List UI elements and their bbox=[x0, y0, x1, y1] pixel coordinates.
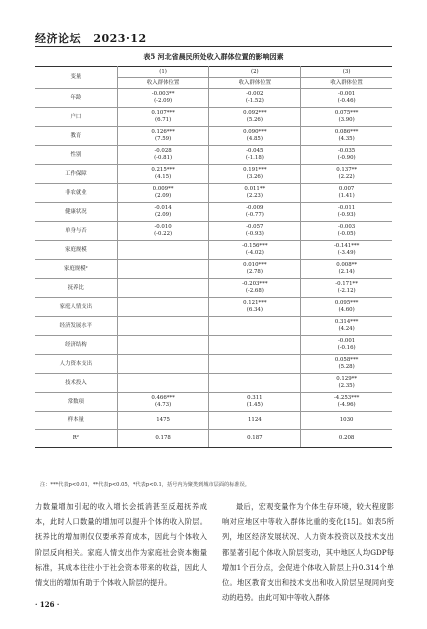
coefficient: -0.014 bbox=[154, 205, 172, 211]
t-statistic: (4.60) bbox=[338, 307, 355, 313]
t-statistic: (-0.16) bbox=[337, 345, 356, 351]
t-statistic: (1.41) bbox=[338, 193, 355, 199]
coefficient-cell bbox=[301, 203, 392, 222]
table-row bbox=[35, 222, 392, 241]
row-label: 抚养比 bbox=[35, 279, 117, 298]
t-statistic: (3.90) bbox=[338, 117, 355, 123]
coefficient: -0.001 bbox=[337, 338, 356, 344]
t-statistic: (2.09) bbox=[154, 193, 172, 199]
coefficient: 0.009** bbox=[152, 186, 174, 192]
coefficient: 0.466*** bbox=[151, 395, 175, 401]
coefficient-cell bbox=[209, 89, 301, 108]
t-statistic: (-0.77) bbox=[245, 212, 264, 218]
row-label: 技术投入 bbox=[35, 374, 117, 393]
stat-cell: 0.178 bbox=[117, 430, 209, 448]
coefficient: -0.009 bbox=[246, 205, 264, 211]
t-statistic: (-4.96) bbox=[337, 402, 356, 408]
coefficient-cell bbox=[117, 89, 209, 108]
coefficient-cell bbox=[117, 355, 209, 374]
coefficient-cell bbox=[117, 165, 209, 184]
coefficient: -0.203*** bbox=[242, 281, 268, 287]
coefficient-cell bbox=[117, 317, 209, 336]
row-label: 单身与否 bbox=[35, 222, 117, 241]
coefficient-cell bbox=[209, 336, 301, 355]
table-title: 表5 河北省晨民所处收入群体位置的影响因素 bbox=[143, 52, 284, 61]
coefficient-cell bbox=[209, 165, 301, 184]
coefficient: 0.011** bbox=[244, 186, 266, 192]
t-statistic: (-0.81) bbox=[154, 155, 173, 161]
row-label: 年龄 bbox=[35, 89, 117, 108]
t-statistic: (6.71) bbox=[154, 117, 172, 123]
t-statistic: (-2.12) bbox=[337, 288, 356, 294]
coefficient-cell bbox=[209, 108, 301, 127]
row-label: 经济发展水平 bbox=[35, 317, 117, 336]
t-statistic: (2.14) bbox=[338, 269, 355, 275]
coefficient-cell bbox=[209, 222, 301, 241]
stat-cell: 1030 bbox=[301, 412, 392, 430]
coefficient: -0.011 bbox=[337, 205, 356, 211]
t-statistic: (2.78) bbox=[246, 269, 263, 275]
stat-cell: 0.187 bbox=[209, 430, 301, 448]
t-statistic: (-0.93) bbox=[245, 231, 264, 237]
coefficient-cell bbox=[301, 184, 392, 203]
t-statistic: (2.35) bbox=[338, 383, 355, 389]
coefficient: -0.141*** bbox=[333, 243, 360, 249]
coefficient: -0.010 bbox=[154, 224, 172, 230]
t-statistic: (-0.05) bbox=[337, 231, 356, 237]
coefficient: 0.008** bbox=[336, 262, 358, 268]
t-statistic: (2.09) bbox=[154, 212, 172, 218]
t-statistic: (4.15) bbox=[154, 174, 172, 180]
coefficient-cell bbox=[117, 203, 209, 222]
row-label: 常数项 bbox=[35, 393, 117, 412]
table-row bbox=[35, 336, 392, 355]
header-rule bbox=[35, 46, 392, 47]
coefficient: 0.058*** bbox=[334, 357, 359, 363]
coefficient-cell bbox=[301, 241, 392, 260]
table-row bbox=[35, 184, 392, 203]
coefficient: 0.121*** bbox=[243, 300, 267, 306]
coefficient: 0.107*** bbox=[151, 110, 175, 116]
row-label: 健康状况 bbox=[35, 203, 117, 222]
body-text-left: 力数量增加引起的收入增长会抵消甚至反超抚养成本，此时人口数量的增加可以提升个体的收入阶层。抚养比的增加则仅仅要承养育成本，因此与个体收入阶层反向相关。家庭人情支出作为家庭社会资本衡量标准，其成本往往小于社会资本带来的收益，因此人情支出的增加有助于个体收入阶层的提升。 bbox=[35, 502, 207, 588]
table-row bbox=[35, 108, 392, 127]
t-statistic: (5.26) bbox=[246, 117, 263, 123]
table-row bbox=[35, 127, 392, 146]
sample-size-row bbox=[35, 412, 392, 430]
issue-number: 2023·12 bbox=[93, 32, 147, 45]
coefficient-cell bbox=[117, 279, 209, 298]
coefficient: -0.002 bbox=[246, 91, 264, 97]
row-label: 经济结构 bbox=[35, 336, 117, 355]
coefficient: -0.003** bbox=[151, 91, 175, 97]
coefficient-cell bbox=[301, 127, 392, 146]
variable-header: 变量 bbox=[35, 67, 117, 89]
table-row bbox=[35, 317, 392, 336]
table-row bbox=[35, 146, 392, 165]
coefficient-cell bbox=[117, 127, 209, 146]
coefficient-cell bbox=[117, 222, 209, 241]
body-text-right: 最后，宏观变量作为个体生存环境，较大程度影响对应地区中等收入群体比重的变化[15]。如表5所列，地区经济发展状况、人力资本投资以及技术支出都显著引起个体收入阶层变动，其中地区人均GDP每增加1个百分点，会促进个体收入阶层上升0.314个单位。地区教育支出和技术支出和收入阶层呈现同向变动的趋势。由此可知中等收入群体 bbox=[222, 502, 394, 603]
table-row bbox=[35, 203, 392, 222]
page-number: · 126 · bbox=[35, 600, 60, 609]
coefficient-cell bbox=[117, 108, 209, 127]
journal-name: 经济论坛 bbox=[35, 32, 81, 45]
running-header bbox=[35, 30, 395, 46]
t-statistic: (4.85) bbox=[246, 136, 263, 142]
coefficient: 0.191*** bbox=[243, 167, 267, 173]
coefficient: -0.171** bbox=[335, 281, 358, 287]
coefficient-cell bbox=[117, 241, 209, 260]
row-label: 工作保障 bbox=[35, 165, 117, 184]
coefficient-cell bbox=[117, 260, 209, 279]
coefficient: 0.126*** bbox=[151, 129, 175, 135]
column-header: (3) bbox=[301, 67, 392, 78]
coefficient-cell bbox=[209, 260, 301, 279]
coefficient-cell bbox=[209, 374, 301, 393]
coefficient-cell bbox=[209, 127, 301, 146]
t-statistic: (1.45) bbox=[246, 402, 263, 408]
column-subheader: 收入群体位置 bbox=[117, 78, 209, 89]
t-statistic: (-3.49) bbox=[337, 250, 356, 256]
table-row bbox=[35, 89, 392, 108]
coefficient-cell bbox=[209, 241, 301, 260]
coefficient-cell bbox=[301, 336, 392, 355]
t-statistic: (-0.22) bbox=[154, 231, 173, 237]
coefficient: -4.253*** bbox=[333, 395, 360, 401]
regression-table bbox=[35, 66, 392, 448]
t-statistic: (4.73) bbox=[154, 402, 172, 408]
coefficient-cell bbox=[209, 393, 301, 412]
coefficient-cell bbox=[301, 393, 392, 412]
row-label: R² bbox=[35, 430, 117, 448]
coefficient-cell bbox=[301, 374, 392, 393]
coefficient-cell bbox=[209, 184, 301, 203]
coefficient: -0.057 bbox=[246, 224, 264, 230]
coefficient: 0.215*** bbox=[151, 167, 175, 173]
coefficient-cell bbox=[209, 317, 301, 336]
coefficient: -0.003 bbox=[337, 224, 356, 230]
coefficient-cell bbox=[209, 355, 301, 374]
column-subheader: 收入群体位置 bbox=[209, 78, 301, 89]
coefficient-cell bbox=[209, 279, 301, 298]
t-statistic: (-1.52) bbox=[245, 98, 264, 104]
coefficient: -0.001 bbox=[337, 91, 356, 97]
coefficient-cell bbox=[301, 146, 392, 165]
r-squared-row bbox=[35, 430, 392, 448]
coefficient-cell bbox=[301, 108, 392, 127]
table-row bbox=[35, 298, 392, 317]
row-label: 教育 bbox=[35, 127, 117, 146]
coefficient: -0.045 bbox=[246, 148, 264, 154]
table-row bbox=[35, 279, 392, 298]
coefficient: 0.007 bbox=[338, 186, 355, 192]
coefficient-cell bbox=[209, 298, 301, 317]
row-label: 户口 bbox=[35, 108, 117, 127]
row-label: 非农就业 bbox=[35, 184, 117, 203]
table-row bbox=[35, 355, 392, 374]
coefficient-cell bbox=[117, 184, 209, 203]
coefficient-cell bbox=[117, 146, 209, 165]
table-row bbox=[35, 260, 392, 279]
t-statistic: (2.23) bbox=[246, 193, 263, 199]
coefficient-cell bbox=[301, 317, 392, 336]
coefficient: 0.086*** bbox=[334, 129, 359, 135]
t-statistic: (2.22) bbox=[338, 174, 355, 180]
table-row bbox=[35, 374, 392, 393]
coefficient-cell bbox=[209, 146, 301, 165]
coefficient: -0.035 bbox=[337, 148, 356, 154]
coefficient-cell bbox=[301, 355, 392, 374]
t-statistic: (-4.02) bbox=[245, 250, 264, 256]
table-row bbox=[35, 165, 392, 184]
coefficient: 0.137** bbox=[336, 167, 358, 173]
coefficient: 0.092*** bbox=[243, 110, 267, 116]
row-label: 性别 bbox=[35, 146, 117, 165]
row-label: 家庭人情支出 bbox=[35, 298, 117, 317]
row-label: 家庭规模 bbox=[35, 241, 117, 260]
coefficient: 0.010*** bbox=[243, 262, 267, 268]
coefficient: 0.314*** bbox=[334, 319, 359, 325]
coefficient: 0.311 bbox=[247, 395, 263, 401]
coefficient-cell bbox=[209, 203, 301, 222]
coefficient: 0.095*** bbox=[334, 300, 359, 306]
column-header: (2) bbox=[209, 67, 301, 78]
t-statistic: (4.35) bbox=[338, 136, 355, 142]
t-statistic: (-2.68) bbox=[245, 288, 264, 294]
t-statistic: (-0.93) bbox=[337, 212, 356, 218]
coefficient-cell bbox=[117, 336, 209, 355]
coefficient-cell bbox=[117, 374, 209, 393]
stat-cell: 0.208 bbox=[301, 430, 392, 448]
row-label: 样本量 bbox=[35, 412, 117, 430]
coefficient-cell bbox=[301, 298, 392, 317]
table-row bbox=[35, 393, 392, 412]
coefficient: 0.075*** bbox=[334, 110, 359, 116]
coefficient-cell bbox=[301, 165, 392, 184]
t-statistic: (-0.46) bbox=[337, 98, 356, 104]
t-statistic: (4.24) bbox=[338, 326, 355, 332]
row-label: 家庭规模² bbox=[35, 260, 117, 279]
coefficient-cell bbox=[301, 222, 392, 241]
t-statistic: (3.26) bbox=[246, 174, 263, 180]
table-note: 注：***代表p<0.01，**代表p<0.05，*代表p<0.1，括号内为聚类到城市层面的标准误。 bbox=[40, 482, 250, 488]
column-subheader: 收入群体位置 bbox=[301, 78, 392, 89]
t-statistic: (7.59) bbox=[154, 136, 172, 142]
t-statistic: (5.28) bbox=[338, 364, 355, 370]
coefficient-cell bbox=[301, 279, 392, 298]
table-row bbox=[35, 241, 392, 260]
coefficient: 0.090*** bbox=[243, 129, 267, 135]
stat-cell: 1475 bbox=[117, 412, 209, 430]
coefficient-cell bbox=[117, 393, 209, 412]
t-statistic: (6.34) bbox=[246, 307, 263, 313]
coefficient: -0.028 bbox=[154, 148, 172, 154]
coefficient-cell bbox=[301, 89, 392, 108]
stat-cell: 1124 bbox=[209, 412, 301, 430]
t-statistic: (-1.18) bbox=[245, 155, 264, 161]
coefficient-cell bbox=[301, 260, 392, 279]
t-statistic: (-2.09) bbox=[154, 98, 173, 104]
column-header: (1) bbox=[117, 67, 209, 78]
coefficient: -0.156*** bbox=[242, 243, 268, 249]
coefficient-cell bbox=[117, 298, 209, 317]
row-label: 人力资本支出 bbox=[35, 355, 117, 374]
t-statistic: (-0.90) bbox=[337, 155, 356, 161]
coefficient: 0.129** bbox=[336, 376, 358, 382]
